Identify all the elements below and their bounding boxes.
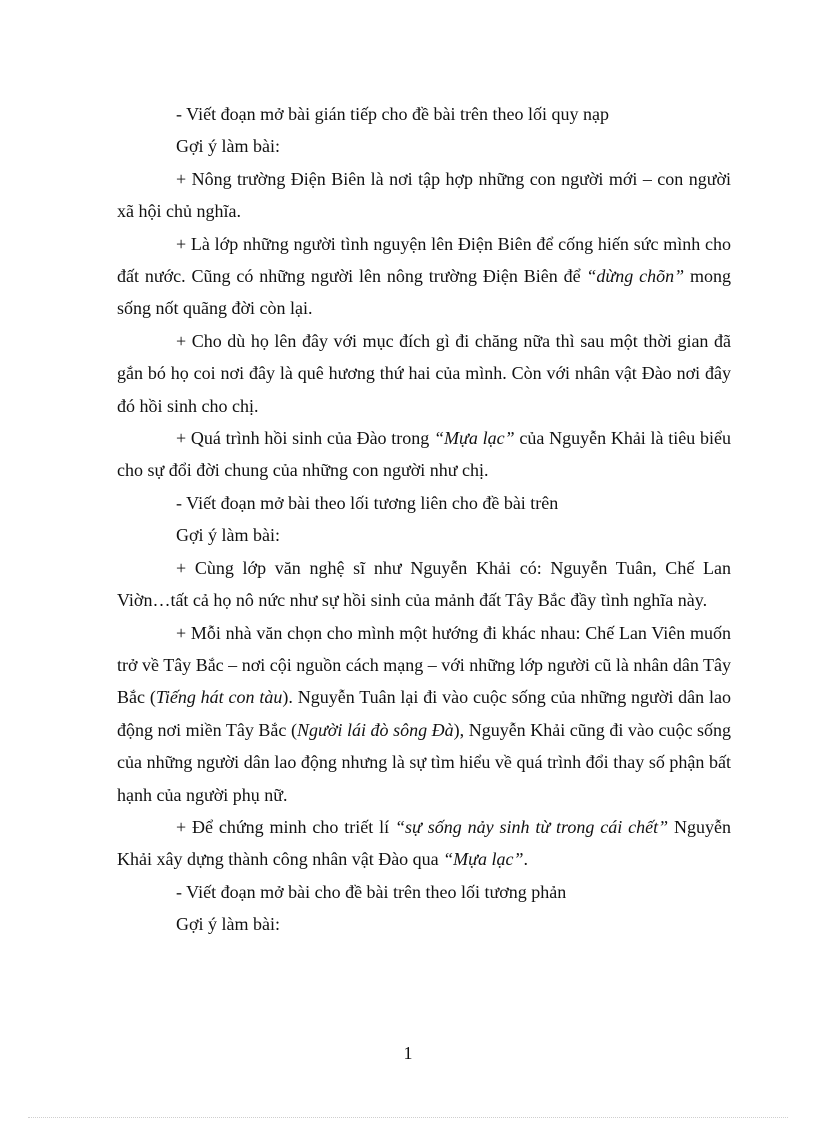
text-run: + Nông trường Điện Biên là nơi tập hợp những con người mới – con người xã hội chủ nghĩa. xyxy=(117,168,731,222)
italic-run: Người lái đò sông Đà xyxy=(296,719,454,740)
paragraph xyxy=(117,876,731,908)
text-run: ), Nguyễn Khải cũng đi vào cuộc sống của những người dân lao động nhưng là sự tìm hiểu về quá trình đổi thay số phận bất hạnh của người phụ nữ. xyxy=(117,719,731,805)
italic-run: “Mựa lạc” xyxy=(443,849,524,870)
paragraph xyxy=(117,519,731,551)
italic-run: Tiếng hát con tàu xyxy=(155,687,283,708)
italic-run: “dừng chõn” xyxy=(586,266,685,287)
text-run: Nguyễn Khải xây dựng thành công nhân vật Đào qua xyxy=(117,816,731,870)
text-run: Gợi ý làm bài: xyxy=(176,136,281,157)
italic-run: “sự sống nảy sinh từ trong cái chết” xyxy=(395,816,669,837)
text-run: + Là lớp những người tình nguyện lên Điện Biên để cống hiến sức mình cho đất nước. Cũng có những người lên nông trường Điện Biên để xyxy=(117,233,731,287)
text-run: mong sống nốt quãng đời còn lại. xyxy=(117,266,731,319)
body-text xyxy=(117,98,731,941)
page-bottom-rule xyxy=(28,1117,788,1118)
text-run: Gợi ý làm bài: xyxy=(176,525,281,546)
page-number: 1 xyxy=(403,1043,413,1063)
paragraph xyxy=(117,552,731,617)
text-run: + Quá trình hồi sinh của Đào trong xyxy=(176,428,435,449)
paragraph xyxy=(117,325,731,422)
text-run: - Viết đoạn mở bài cho đề bài trên theo lối tương phản xyxy=(176,881,567,902)
text-run: - Viết đoạn mở bài theo lối tương liên cho đề bài trên xyxy=(176,492,559,513)
paragraph xyxy=(117,908,731,940)
paragraph xyxy=(117,98,731,130)
paragraph xyxy=(117,130,731,162)
text-run: của Nguyễn Khải là tiêu biểu cho sự đổi đời chung của những con người như chị. xyxy=(117,428,732,481)
text-run: + Mỗi nhà văn chọn cho mình một hướng đi khác nhau: Chế Lan Viên muốn trở về Tây Bắc – nơi cội nguồn cách mạng – với những lớp người cũ là nhân dân Tây Bắc ( xyxy=(117,622,731,708)
paragraph xyxy=(117,617,731,811)
paragraph xyxy=(117,163,731,228)
text-run: . xyxy=(523,849,528,870)
text-run: + Cho dù họ lên đây với mục đích gì đi chăng nữa thì sau một thời gian đã gắn bó họ coi nơi đây là quê hương thứ hai của mình. Còn với nhân vật Đào nơi đây đó hồi sinh cho chị. xyxy=(117,330,731,416)
text-run: ). Nguyễn Tuân lại đi vào cuộc sống của những người dân lao động nơi miền Tây Bắc ( xyxy=(117,687,731,740)
paragraph xyxy=(117,811,731,876)
text-run: Gợi ý làm bài: xyxy=(176,914,281,935)
paragraph xyxy=(117,228,731,325)
text-run: + Để chứng minh cho triết lí xyxy=(176,816,395,837)
paragraph xyxy=(117,422,731,487)
italic-run: “Mựa lạc” xyxy=(434,428,515,449)
paragraph xyxy=(117,487,731,519)
text-run: - Viết đoạn mở bài gián tiếp cho đề bài trên theo lối quy nạp xyxy=(176,104,609,124)
text-run: + Cùng lớp văn nghệ sĩ như Nguyễn Khải có: Nguyễn Tuân, Chế Lan Viờn…tất cả họ nô nức như sự hồi sinh của mảnh đất Tây Bắc đầy tình nghĩa này. xyxy=(117,557,731,611)
